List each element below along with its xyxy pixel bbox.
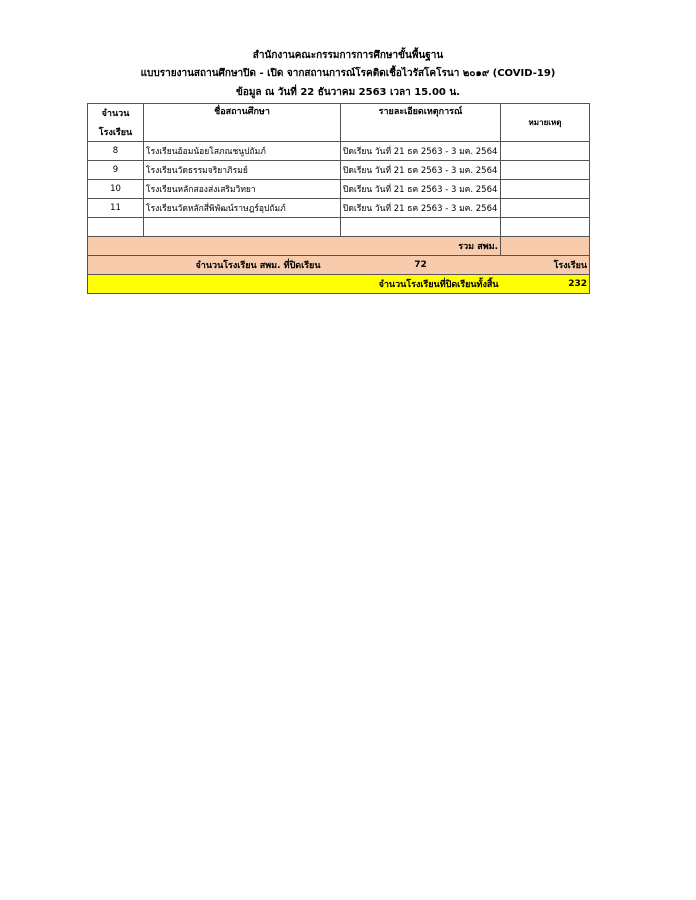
row-remark <box>501 142 590 161</box>
row-remark <box>501 218 590 237</box>
row-school-name: โรงเรียนหลักสองส่งเสริมวิทยา <box>144 180 341 199</box>
row-remark <box>501 180 590 199</box>
sum-value <box>501 237 590 256</box>
row-school-name: โรงเรียนวัดหลักสี่พิพัฒน์ราษฎร์อุปถัมภ์ <box>144 199 341 218</box>
row-school-name: โรงเรียนวัดธรรมจริยาภิรมย์ <box>144 161 341 180</box>
row-number: 8 <box>88 142 144 161</box>
count-row <box>88 256 590 275</box>
table-row <box>88 142 590 161</box>
table-row <box>88 180 590 199</box>
sum-row <box>88 237 590 256</box>
row-detail: ปิดเรียน วันที่ 21 ธค 2563 - 3 มค. 2564 <box>341 199 501 218</box>
table-row <box>88 161 590 180</box>
school-closure-table <box>87 103 590 294</box>
count-unit: โรงเรียน <box>501 256 590 275</box>
table-row-empty <box>88 218 590 237</box>
sum-label: รวม สพม. <box>88 237 501 256</box>
total-value: 232 <box>501 275 590 294</box>
row-detail <box>341 218 501 237</box>
row-school-name <box>144 218 341 237</box>
row-number: 11 <box>88 199 144 218</box>
row-detail: ปิดเรียน วันที่ 21 ธค 2563 - 3 มค. 2564 <box>341 142 501 161</box>
col-header-number <box>88 104 144 142</box>
row-number: 10 <box>88 180 144 199</box>
row-detail: ปิดเรียน วันที่ 21 ธค 2563 - 3 มค. 2564 <box>341 180 501 199</box>
table-header-row <box>88 104 590 123</box>
row-school-name: โรงเรียนอ้อมน้อยโสภณชนูปถัมภ์ <box>144 142 341 161</box>
col-header-number-line2: โรงเรียน <box>98 128 133 138</box>
col-header-name: ชื่อสถานศึกษา <box>144 104 341 142</box>
row-remark <box>501 199 590 218</box>
total-row <box>88 275 590 294</box>
col-header-detail: รายละเอียดเหตุการณ์ <box>341 104 501 142</box>
header-date: ข้อมูล ณ วันที่ 22 ธันวาคม 2563 เวลา 15.00 น. <box>236 87 460 98</box>
row-number: 9 <box>88 161 144 180</box>
header-report-title: แบบรายงานสถานศึกษาปิด - เปิด จากสถานการณ์โรคติดเชื้อไวรัสโคโรนา ๒๐๑๙ (COVID-19) <box>140 68 556 79</box>
header-office: สำนักงานคณะกรรมการการศึกษาขั้นพื้นฐาน <box>252 50 444 61</box>
col-header-remark: หมายเหตุ <box>501 104 590 142</box>
table-row <box>88 199 590 218</box>
count-value: 72 <box>341 256 501 275</box>
count-label: จำนวนโรงเรียน สพม. ที่ปิดเรียน <box>88 256 341 275</box>
row-remark <box>501 161 590 180</box>
row-detail: ปิดเรียน วันที่ 21 ธค 2563 - 3 มค. 2564 <box>341 161 501 180</box>
total-label: จำนวนโรงเรียนที่ปิดเรียนทั้งสิ้น <box>88 275 501 294</box>
col-header-number-line1: จำนวน <box>101 109 130 119</box>
row-number <box>88 218 144 237</box>
